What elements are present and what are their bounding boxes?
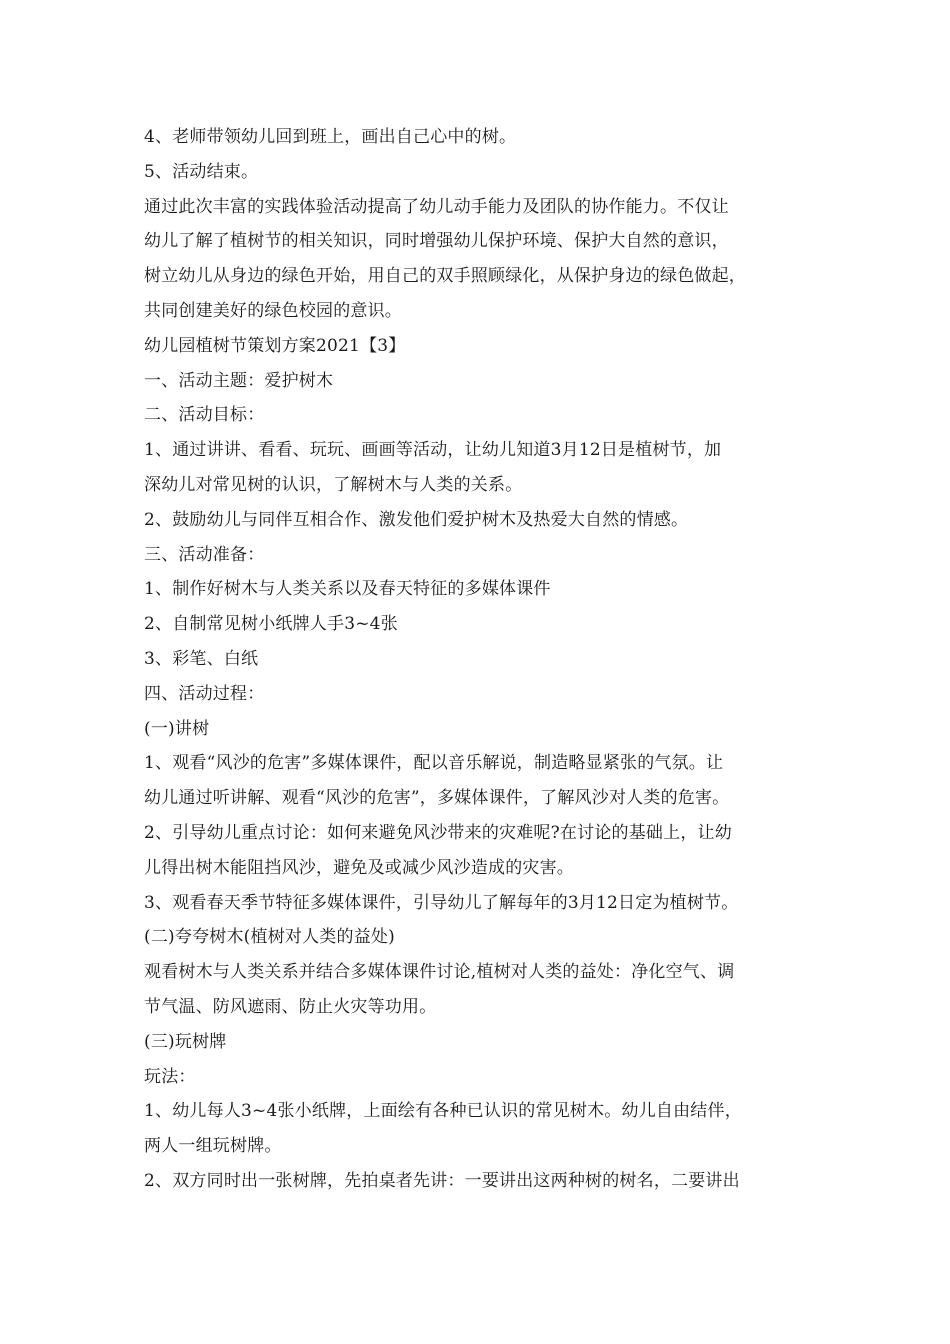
text-line: 2、双方同时出一张树牌，先拍桌者先讲：一要讲出这两种树的树名，二要讲出 [144, 1170, 740, 1191]
text-line: 通过此次丰富的实践体验活动提高了幼儿动手能力及团队的协作能力。不仅让 [144, 196, 729, 217]
text-line: 1、通过讲讲、看看、玩玩、画画等活动，让幼儿知道3月12日是植树节，加 [144, 440, 722, 461]
text-line: 5、活动结束。 [144, 161, 259, 182]
text-line: 节气温、防风遮雨、防止火灾等功用。 [144, 996, 437, 1017]
text-line: 3、观看春天季节特征多媒体课件，引导幼儿了解每年的3月12日定为植树节。 [144, 892, 739, 913]
text-line: 4、老师带领幼儿回到班上，画出自己心中的树。 [144, 127, 517, 147]
text-line: 观看树木与人类关系并结合多媒体课件讨论,植树对人类的益处：净化空气、调 [144, 962, 735, 983]
text-line: 1、幼儿每人3~4张小纸牌，上面绘有各种已认识的常见树木。幼儿自由结伴， [144, 1101, 742, 1122]
subheading-line: (三)玩树牌 [144, 1031, 227, 1052]
text-line: 幼儿通过听讲解、观看“风沙的危害”，多媒体课件，了解风沙对人类的危害。 [144, 788, 730, 809]
document-page [144, 120, 824, 1199]
text-line: 2、鼓励幼儿与同伴互相合作、激发他们爱护树木及热爱大自然的情感。 [144, 509, 689, 530]
text-line: 两人一组玩树牌。 [144, 1136, 282, 1157]
text-line: 1、观看“风沙的危害”多媒体课件，配以音乐解说，制造略显紧张的气氛。让 [144, 753, 724, 774]
text-line: 儿得出树木能阻挡风沙，避免及或减少风沙造成的灾害。 [144, 857, 574, 878]
text-line: 玩法： [144, 1066, 196, 1087]
text-line: 2、自制常见树小纸牌人手3~4张 [144, 614, 398, 635]
heading-line: 二、活动目标： [144, 405, 265, 426]
text-line: 1、制作好树木与人类关系以及春天特征的多媒体课件 [144, 579, 551, 600]
heading-line: 一、活动主题：爱护树木 [144, 370, 334, 391]
text-line: 共同创建美好的绿色校园的意识。 [144, 300, 402, 321]
text-line: 3、彩笔、白纸 [144, 648, 259, 669]
subheading-line: (二)夸夸树木(植树对人类的益处) [144, 927, 395, 948]
text-line: 深幼儿对常见树的认识，了解树木与人类的关系。 [144, 474, 523, 495]
text-line: 树立幼儿从身边的绿色开始，用自己的双手照顾绿化，从保护身边的绿色做起， [144, 266, 746, 287]
subheading-line: (一)讲树 [144, 718, 210, 739]
heading-line: 三、活动准备： [144, 544, 265, 565]
text-line: 2、引导幼儿重点讨论：如何来避免风沙带来的灾难呢?在讨论的基础上，让幼 [144, 822, 732, 843]
text-line: 幼儿了解了植树节的相关知识，同时增强幼儿保护环境、保护大自然的意识， [144, 231, 729, 252]
section-title: 幼儿园植树节策划方案2021【3】 [144, 335, 406, 356]
heading-line: 四、活动过程： [144, 683, 265, 704]
